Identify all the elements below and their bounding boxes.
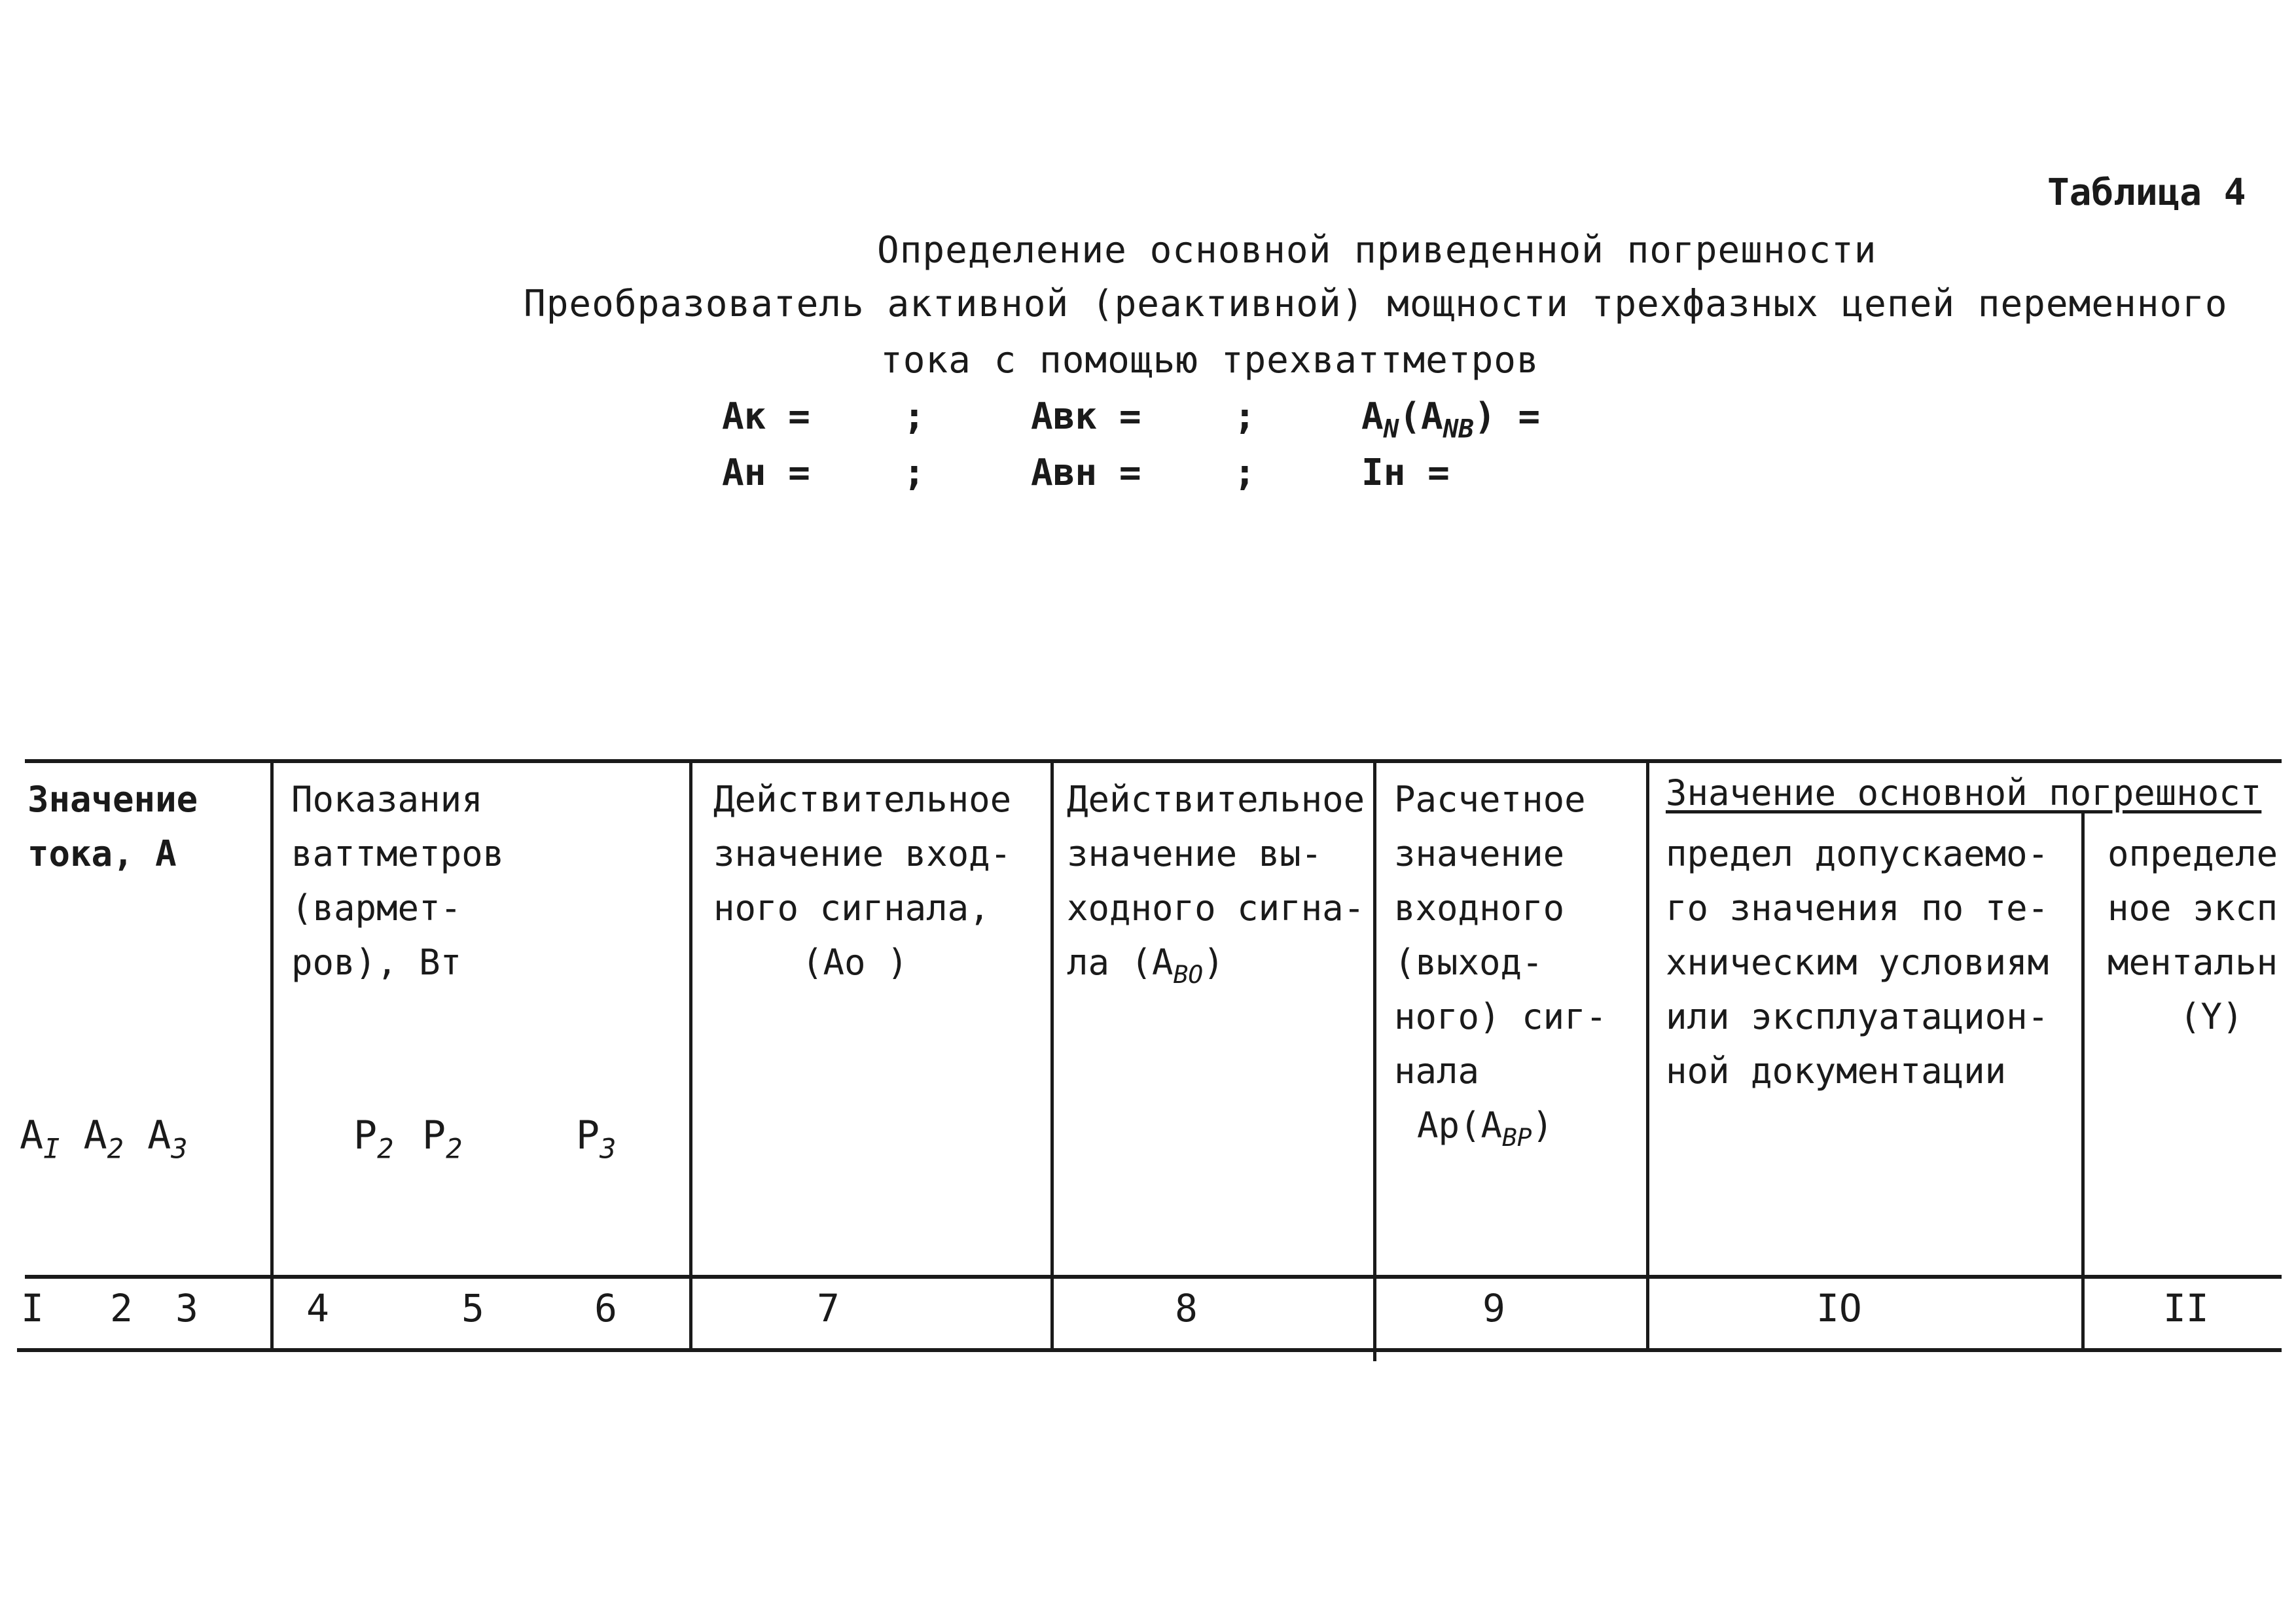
col-number-1: I: [21, 1286, 44, 1330]
col5-line2: значение: [1394, 833, 1565, 874]
col4-line4b: ): [1203, 942, 1225, 983]
col5-formula-b: ): [1532, 1105, 1554, 1146]
col2-symbol-p2: [422, 1113, 462, 1165]
col6-header: [1666, 827, 2049, 1098]
col-number-8: 8: [1175, 1286, 1198, 1330]
col-number-5: 5: [461, 1286, 484, 1330]
col1-sub1: I: [43, 1132, 60, 1165]
col1-line2: тока, А: [27, 833, 177, 874]
formula-avk: Авк =: [1031, 395, 1141, 438]
col5-line4: (выход-: [1394, 942, 1543, 983]
col5-header: [1394, 772, 1607, 1165]
document-subtitle-line2: тока с помощью трехваттметров: [880, 339, 1539, 382]
col-number-2: 2: [110, 1286, 133, 1330]
col2-line4: ров), Вт: [291, 942, 462, 983]
col-number-6: 6: [594, 1286, 617, 1330]
col4-line3: ходного сигна-: [1067, 887, 1365, 929]
col-number-10: IO: [1816, 1286, 1862, 1330]
col6-line5: ной документации: [1666, 1050, 2007, 1092]
col2-p3: P: [576, 1113, 600, 1158]
col3-line4: (Ао ): [802, 942, 908, 983]
col4-line4a: ла (A: [1067, 942, 1174, 983]
col2-header: [291, 772, 504, 990]
col4-line1: Действительное: [1067, 779, 1365, 820]
col6-line2: го значения по те-: [1666, 887, 2049, 929]
col1-sym3: A: [147, 1113, 171, 1158]
col2-p2: P: [422, 1113, 446, 1158]
col5-line6: нала: [1394, 1050, 1480, 1092]
col1-sub3: 3: [171, 1132, 188, 1165]
col5-line5: ного) сиг-: [1394, 996, 1607, 1037]
col-divider-3: [1050, 759, 1054, 1348]
col1-sym2: A: [83, 1113, 107, 1158]
col2-line3: (вармет-: [291, 887, 462, 929]
col2-p2-sub: 2: [446, 1132, 463, 1165]
formula-semicolon-1: ;: [903, 395, 925, 438]
col-number-4: 4: [306, 1286, 329, 1330]
formula-an-label: A: [1361, 395, 1384, 438]
col2-p1: P: [353, 1113, 378, 1158]
col2-line2: ваттметров: [291, 833, 505, 874]
formula-an: [1361, 395, 1540, 444]
col7-header: [2108, 827, 2278, 1044]
table-label: Таблица 4: [2047, 171, 2246, 214]
col-number-7: 7: [817, 1286, 840, 1330]
col1-symbols: [20, 1113, 188, 1165]
formula-avh: Авн =: [1031, 452, 1141, 494]
col-divider-2: [689, 759, 692, 1348]
document-title: Определение основной приведенной погрешности: [877, 229, 1877, 272]
formula-an-end: ) =: [1473, 395, 1541, 438]
col4-line4: [1067, 935, 1365, 1002]
col-divider-5: [1646, 759, 1649, 1348]
col3-line1: Действительное: [713, 779, 1012, 820]
col-divider-6: [2081, 812, 2085, 1348]
col1-header: [27, 772, 198, 881]
formula-an-paren: (A: [1399, 395, 1443, 438]
formula-semicolon-4: ;: [1234, 452, 1256, 494]
col1-sub2: 2: [107, 1132, 124, 1165]
col4-header: [1067, 772, 1365, 1002]
formula-semicolon-3: ;: [903, 452, 925, 494]
col5-line3: входного: [1394, 887, 1565, 929]
col6-line3: хническим условиям: [1666, 942, 2049, 983]
document-subtitle-line1: Преобразователь активной (реактивной) мощности трехфазных цепей переменного: [524, 283, 2228, 325]
formula-semicolon-2: ;: [1234, 395, 1256, 438]
formula-ak: Ак =: [722, 395, 810, 438]
col7-line2: ное эксп: [2108, 887, 2278, 929]
col5-formula-a: Ap(A: [1417, 1105, 1503, 1146]
col3-header: [713, 772, 1011, 990]
col7-line1: определе: [2108, 833, 2278, 874]
table-number-row-border: [25, 1275, 2282, 1279]
col3-line2: значение вход-: [713, 833, 1012, 874]
col-number-3: 3: [175, 1286, 198, 1330]
col5-formula-sub: BP: [1502, 1123, 1532, 1152]
col-number-9: 9: [1482, 1286, 1505, 1330]
col7-line3: ментальн: [2108, 942, 2278, 983]
col2-symbol-p3: [576, 1113, 616, 1165]
col4-line4-sub: BO: [1173, 960, 1204, 990]
col1-sym1: A: [20, 1113, 44, 1158]
col3-line3: ного сигнала,: [713, 887, 990, 929]
col6-line4: или эксплуатацион-: [1666, 996, 2049, 1037]
col1-line1: Значение: [27, 779, 198, 820]
formula-an-sub: N: [1383, 414, 1399, 444]
col5-formula: [1394, 1098, 1607, 1165]
col4-line2: значение вы-: [1067, 833, 1323, 874]
col-number-11: II: [2163, 1286, 2209, 1330]
table-bottom-border: [17, 1348, 2282, 1352]
col2-line1: Показания: [291, 779, 483, 820]
col2-symbol-p1: [353, 1113, 393, 1165]
col-divider-4: [1373, 759, 1376, 1361]
group-header: Значение основной погрешност: [1666, 772, 2262, 813]
formula-anb-sub: NB: [1443, 414, 1474, 444]
col7-line4: (Y): [2179, 996, 2244, 1037]
table-top-border: [25, 759, 2282, 763]
formula-ah: Ан =: [722, 452, 810, 494]
col2-p3-sub: 3: [600, 1132, 617, 1165]
col5-line1: Расчетное: [1394, 779, 1586, 820]
col6-line1: предел допускаемо-: [1666, 833, 2049, 874]
col-divider-1: [270, 759, 274, 1348]
formula-ih: Iн =: [1361, 452, 1450, 494]
col2-p1-sub: 2: [377, 1132, 394, 1165]
